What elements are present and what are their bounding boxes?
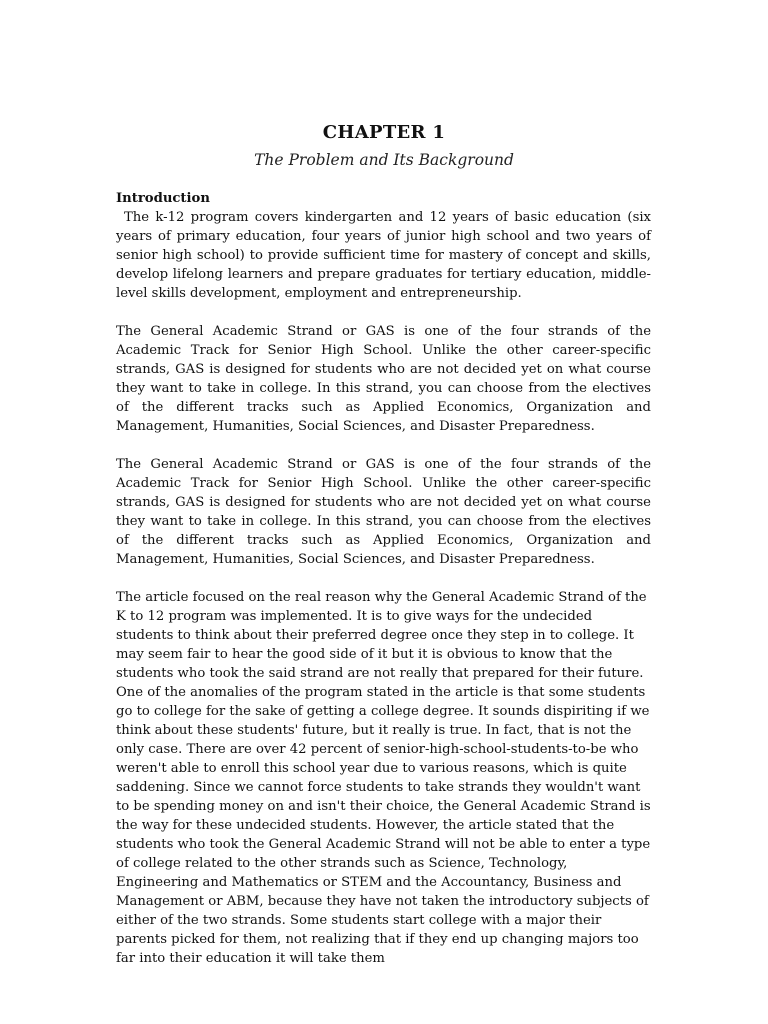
paragraph-gas-description: The General Academic Strand or GAS is one of the four strands of the Academic Track for Senior High School. Unlike the other career-specific strands, GAS is designed for students who are not decided yet on what course they want to take in college. In this strand, you can choose from the electives of the different tracks such as Applied Economics, Organization and Management, Humanities, Social Sciences, and Disaster Preparedness. bbox=[116, 324, 651, 434]
paragraph-gas-description-repeat: The General Academic Strand or GAS is one of the four strands of the Academic Track for Senior High School. Unlike the other career-specific strands, GAS is designed for students who are not decided yet on what course they want to take in college. In this strand, you can choose from the electives of the different tracks such as Applied Economics, Organization and Management, Humanities, Social Sciences, and Disaster Preparedness. bbox=[116, 457, 651, 567]
chapter-title: CHAPTER 1 bbox=[322, 122, 446, 143]
document-body bbox=[116, 189, 651, 968]
paragraph-spacer bbox=[116, 436, 651, 455]
section-heading-introduction: Introduction bbox=[116, 191, 210, 206]
paragraph-spacer bbox=[116, 303, 651, 322]
paragraph-spacer bbox=[116, 569, 651, 588]
paragraph-k12-overview: The k-12 program covers kindergarten and 12 years of basic education (six years of primary education, four years of junior high school and two years of senior high school) to provide sufficient time for mastery of concept and skills, develop lifelong learners and prepare graduates for tertiary education, middle-level skills development, employment and entrepreneurship. bbox=[116, 210, 651, 301]
chapter-subtitle: The Problem and Its Background bbox=[254, 151, 514, 169]
paragraph-article-discussion: The article focused on the real reason why the General Academic Strand of the K to 12 program was implemented. It is to give ways for the undecided students to think about their preferred degree once they step in to college. It may seem fair to hear the good side of it but it is obvious to know that the students who took the said strand are not really that prepared for their future. One of the anomalies of the program stated in the article is that some students go to college for the sake of getting a college degree. It sounds dispiriting if we think about these students' future, but it really is true. In fact, that is not the only case. There are over 42 percent of senior-high-school-students-to-be who weren't able to enroll this school year due to various reasons, which is quite saddening. Since we cannot force students to take strands they wouldn't want to be spending money on and isn't their choice, the General Academic Strand is the way for these undecided students. However, the article stated that the students who took the General Academic Strand will not be able to enter a type of college related to the other strands such as Science, Technology, Engineering and Mathematics or STEM and the Accountancy, Business and Management or ABM, because they have not taken the introductory subjects of either of the two strands. Some students start college with a major their parents picked for them, not realizing that if they end up changing majors too far into their education it will take them bbox=[116, 590, 651, 966]
